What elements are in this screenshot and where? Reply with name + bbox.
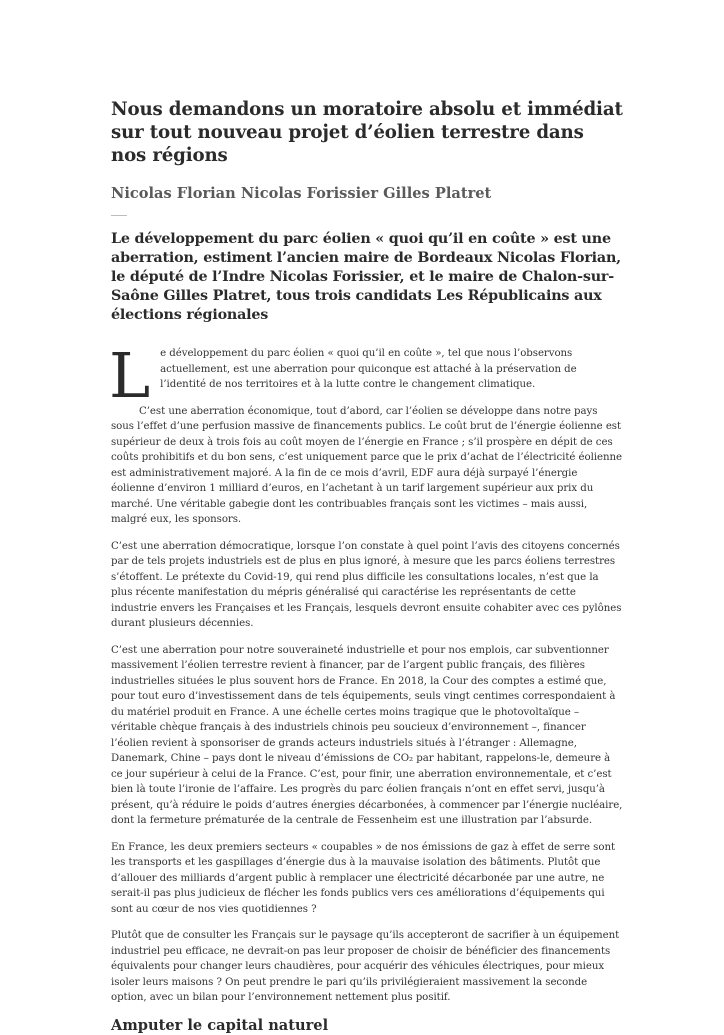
divider	[111, 215, 127, 216]
article-title: Nous demandons un moratoire absolu et immédiat sur tout nouveau projet d’éolien terrestre dans nos régions	[111, 99, 623, 166]
paragraph-1-text: e développement du parc éolien « quoi qu’il en coûte », tel que nous l’observons actuellement, est une aberration pour quiconque est attaché à la préservation de l’identité de nos territoires et à la lutte contre le changement climatique.	[160, 348, 577, 390]
paragraph-3: C’est une aberration démocratique, lorsque l’on constate à quel point l’avis des citoyens concernés par de tels projets industriels est de plus en plus ignoré, à mesure que les parcs éoliens terrestres s’étoffent. Le prétexte du Covid-19, qui rend plus difficile les consultations locales, n’est que la plus récente manifestation du mépris généralisé qui caractérise les représentants de cette industrie envers les Françaises et les Français, lesquels devront ensuite cohabiter avec ces pylônes durant plusieurs décennies.	[111, 540, 622, 629]
paragraph-6: Plutôt que de consulter les Français sur le paysage qu’ils accepteront de sacrifier à un équipement industriel peu efficace, ne devrait-on pas leur proposer de choisir de bénéficier des financements équivalents pour changer leurs chaudières, pour acquérir des véhicules électriques, pour mieux isoler leurs maisons ? On peut prendre le pari qu’ils privilégieraient massivement la seconde option, avec un bilan pour l’environnement nettement plus positif.	[111, 930, 620, 1003]
drop-cap: L	[109, 339, 151, 412]
article	[111, 98, 623, 1035]
paragraph-1	[109, 339, 623, 412]
paragraph-4: C’est une aberration pour notre souveraineté industrielle et pour nos emplois, car subventionner massivement l’éolien terrestre revient à financer, par de l’argent public français, des filières industrielles situées le plus souvent hors de France. En 2018, la Cour des comptes a estimé que, pour tout euro d’investissement dans de tels équipements, seuls vingt centimes correspondaient à du matériel produit en France. A une échelle certes moins tragique que le photovoltaïque – véritable chèque français à des industriels chinois peu soucieux d’environnement –, financer l’éolien revient à sponsoriser de grands acteurs industriels situés à l’étranger : Allemagne, Danemark, Chine – pays dont le niveau d’émissions de CO₂ par habitant, rappelons-le, demeure à ce jour supérieur à celui de la France. C’est, pour finir, une aberration environnementale, et c’est bien là toute l’ironie de l’affaire. Les progrès du parc éolien français n’ont en effet servi, jusqu’à présent, qu’à réduire le poids d’autres énergies décarbonées, à commencer par l’énergie nucléaire, dont la fermeture prématurée de la centrale de Fessenheim est une illustration par l’absurde.	[111, 644, 623, 826]
section-subheading: Amputer le capital naturel	[111, 1016, 329, 1034]
paragraph-5: En France, les deux premiers secteurs « coupables » de nos émissions de gaz à effet de serre sont les transports et les gaspillages d’énergie dus à la mauvaise isolation des bâtiments. Plutôt que d’allouer des milliards d’argent public à remplacer une électricité décarbonée par une autre, ne serait-il pas plus judicieux de flécher les fonds publics vers ces améliorations d’équipements qui sont au cœur de nos vies quotidiennes ?	[111, 841, 615, 915]
article-authors: Nicolas Florian Nicolas Forissier Gilles Platret	[111, 185, 492, 202]
article-body	[109, 339, 623, 1006]
article-lead: Le développement du parc éolien « quoi qu’il en coûte » est une aberration, estiment l’ancien maire de Bordeaux Nicolas Florian, le député de l’Indre Nicolas Forissier, et le maire de Chalon-sur-Saône Gilles Platret, tous trois candidats Les Républicains aux élections régionales	[111, 231, 621, 323]
paragraph-2: C’est une aberration économique, tout d’abord, car l’éolien se développe dans notre pays sous l’effet d’une perfusion massive de financements publics. Le coût brut de l’énergie éolienne est supérieur de deux à trois fois au coût moyen de l’énergie en France ; s’il prospère en dépit de ces coûts prohibitifs et du bon sens, c’est uniquement parce que le prix d’achat de l’électricité éolienne est administrativement majoré. A la fin de ce mois d’avril, EDF aura déjà surpayé l’énergie éolienne d’environ 1 milliard d’euros, en l’achetant à un tarif largement supérieur aux prix du marché. Une véritable gabegie dont les contribuables français sont les victimes – mais aussi, malgré eux, les sponsors.	[111, 405, 623, 525]
